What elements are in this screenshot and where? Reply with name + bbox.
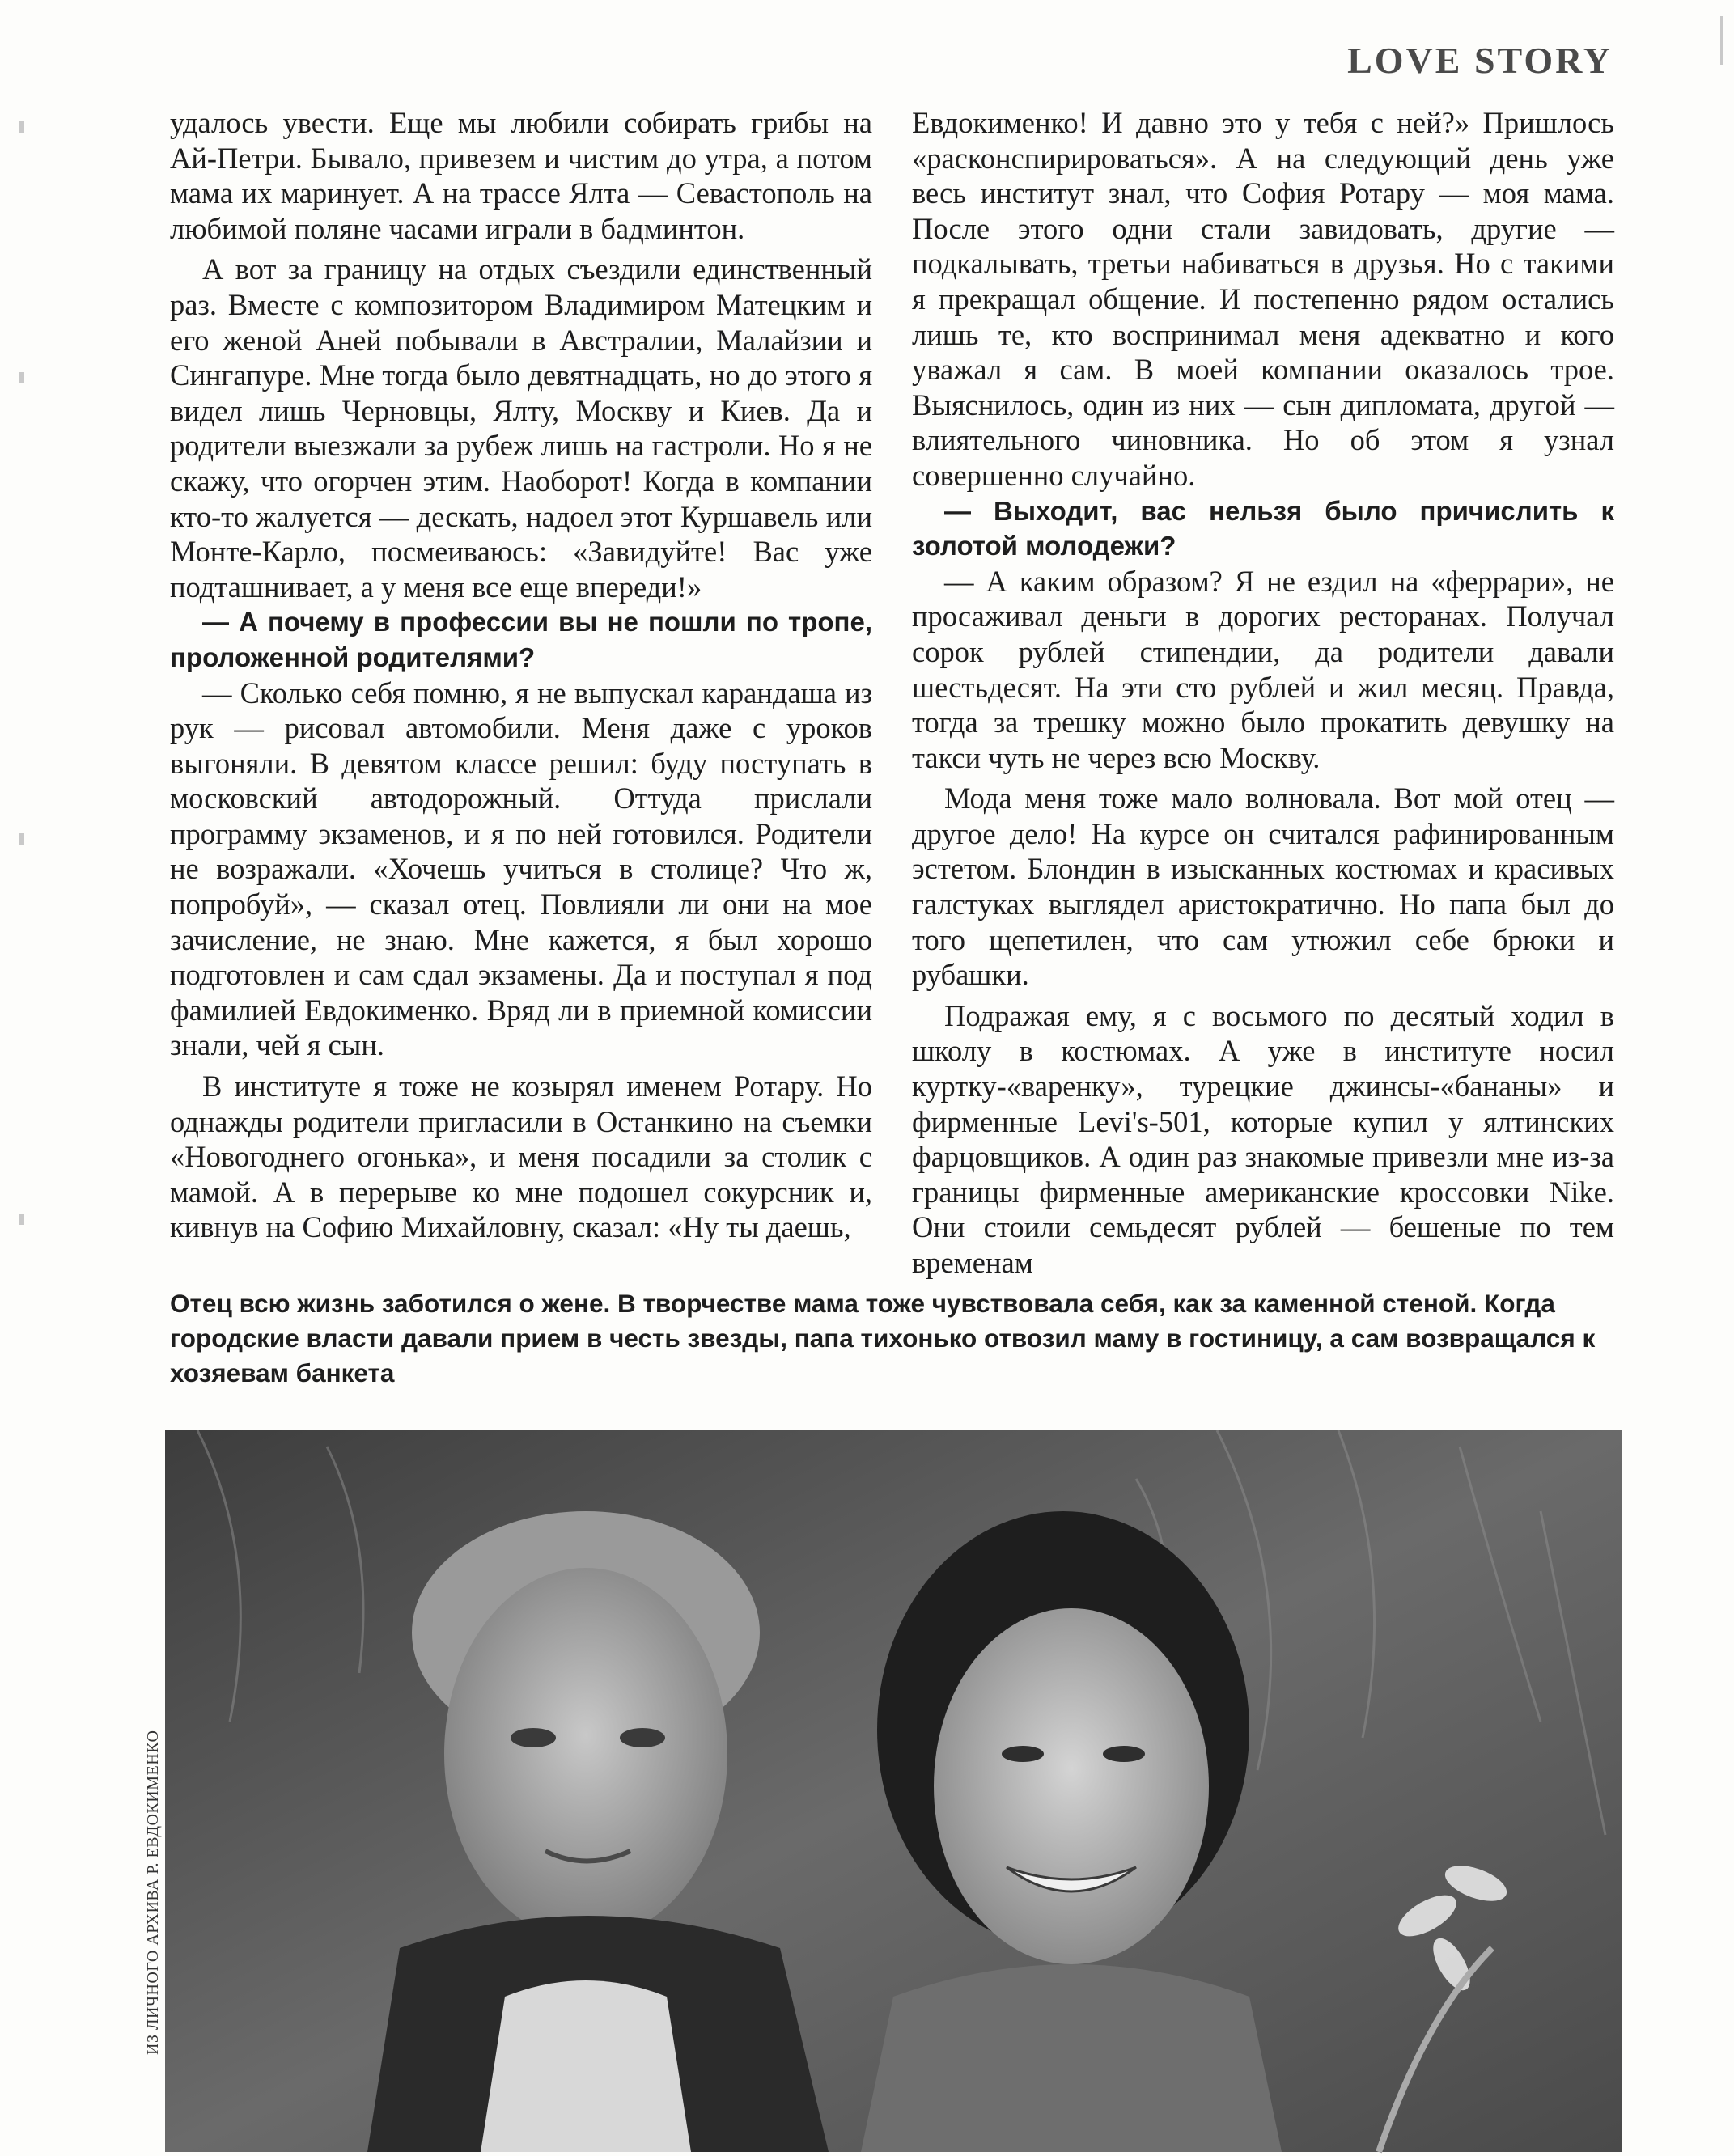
paragraph: — А каким образом? Я не ездил на «феррари», не просаживал деньги в дорогих ресторанах. Получал сорок рублей стипендии, да родители давали шестьдесят. На эти сто рублей и жил месяц. Правда, тогда за трешку можно было прокатить девушку на такси чуть не через всю Москву. — [912, 564, 1614, 774]
scan-mark — [1720, 16, 1723, 65]
scan-mark — [19, 372, 24, 383]
scan-mark — [19, 121, 24, 133]
paragraph: В институте я тоже не козырял именем Ротару. Но однажды родители пригласили в Останкино на съемки «Новогоднего огонька», и меня посадили за столик с мамой. А в перерыве ко мне подошел сокурсник и, кивнув на Софию Михайловну, сказал: «Ну ты даешь, — [170, 1070, 872, 1244]
paragraph: А вот за границу на отдых съездили единственный раз. Вместе с композитором Владимиром Матецким и его женой Аней побывали в Австралии, Малайзии и Сингапуре. Мне тогда было девятнадцать, но до этого я видел лишь Черновцы, Ялту, Москву и Киев. Да и родители выезжали за рубеж лишь на гастроли. Но я не скажу, что огорчен этим. Наоборот! Когда в компании кто-то жалуется — дескать, надоел этот Куршавель или Монте-Карло, посмеиваюсь: «Завидуйте! Вас уже подташнивает, а у меня все еще впереди!» — [170, 252, 872, 604]
photo-caption: Отец всю жизнь заботился о жене. В творчестве мама тоже чувствовала себя, как за каменной стеной. Когда городские власти давали прием в честь звезды, папа тихонько отвозил маму в гостиницу, а сам возвращался к хозяевам банкета — [170, 1289, 1596, 1387]
article-column-right — [912, 105, 1614, 1279]
interview-question: — А почему в профессии вы не пошли по тропе, проложенной родителями? — [170, 607, 872, 672]
photo-credit: ИЗ ЛИЧНОГО АРХИВА Р. ЕВДОКИМЕНКО — [144, 1730, 162, 2055]
scan-mark — [19, 833, 24, 845]
paragraph: удалось увести. Еще мы любили собирать грибы на Ай-Петри. Бывало, привезем и чистим до утра, а потом мама их маринует. А на трассе Ялта — Севастополь на любимой поляне часами играли в бадминтон. — [170, 106, 872, 245]
article-column-left — [170, 105, 872, 1244]
photo-illustration — [165, 1430, 1622, 2152]
section-header: LOVE STORY — [1347, 40, 1613, 81]
interview-question: — Выходит, вас нельзя было причислить к золотой молодежи? — [912, 495, 1614, 561]
paragraph: Мода меня тоже мало волновала. Вот мой отец — другое дело! На курсе он считался рафинированным эстетом. Блондин в изысканных костюмах и красивых галстуках выглядел аристократично. Но папа был до того щепетилен, что сам утюжил себе брюки и рубашки. — [912, 781, 1614, 992]
paragraph: Подражая ему, я с восьмого по десятый ходил в школу в костюмах. А уже в институте носил куртку-«варенку», турецкие джинсы-«бананы» и фирменные Levi's-501, которые купил у ялтинских фарцовщиков. А один раз знакомые привезли мне из-за границы фирменные американские кроссовки Nike. Они стоили семьдесят рублей — бешеные по тем временам — [912, 998, 1614, 1279]
paragraph: Евдокименко! И давно это у тебя с ней?» Пришлось «расконспирироваться». А на следующий день уже весь институт знал, что София Ротару — моя мама. После этого одни стали завидовать, другие — подкалывать, третьи набиваться в друзья. Но с такими я прекращал общение. И постепенно рядом остались лишь те, кто воспринимал меня адекватно и кого уважал я сам. В моей компании оказалось трое. Выяснилось, один из них — сын дипломата, другой — влиятельного чиновника. Но об этом я узнал совершенно случайно. — [912, 106, 1614, 492]
paragraph: — Сколько себя помню, я не выпускал карандаша из рук — рисовал автомобили. Меня даже с уроков выгоняли. В девятом классе решил: буду поступать в московский автодорожный. Оттуда прислали программу экзаменов, и я по ней готовился. Родители не возражали. «Хочешь учиться в столице? Что ж, попробуй», — сказал отец. Повлияли ли они на мое зачисление, не знаю. Мне кажется, я был хорошо подготовлен и сам сдал экзамены. Да и поступал я под фамилией Евдокименко. Вряд ли в приемной комиссии знали, чей я сын. — [170, 676, 872, 1062]
scan-mark — [19, 1214, 24, 1225]
photo-couple — [165, 1430, 1622, 2152]
